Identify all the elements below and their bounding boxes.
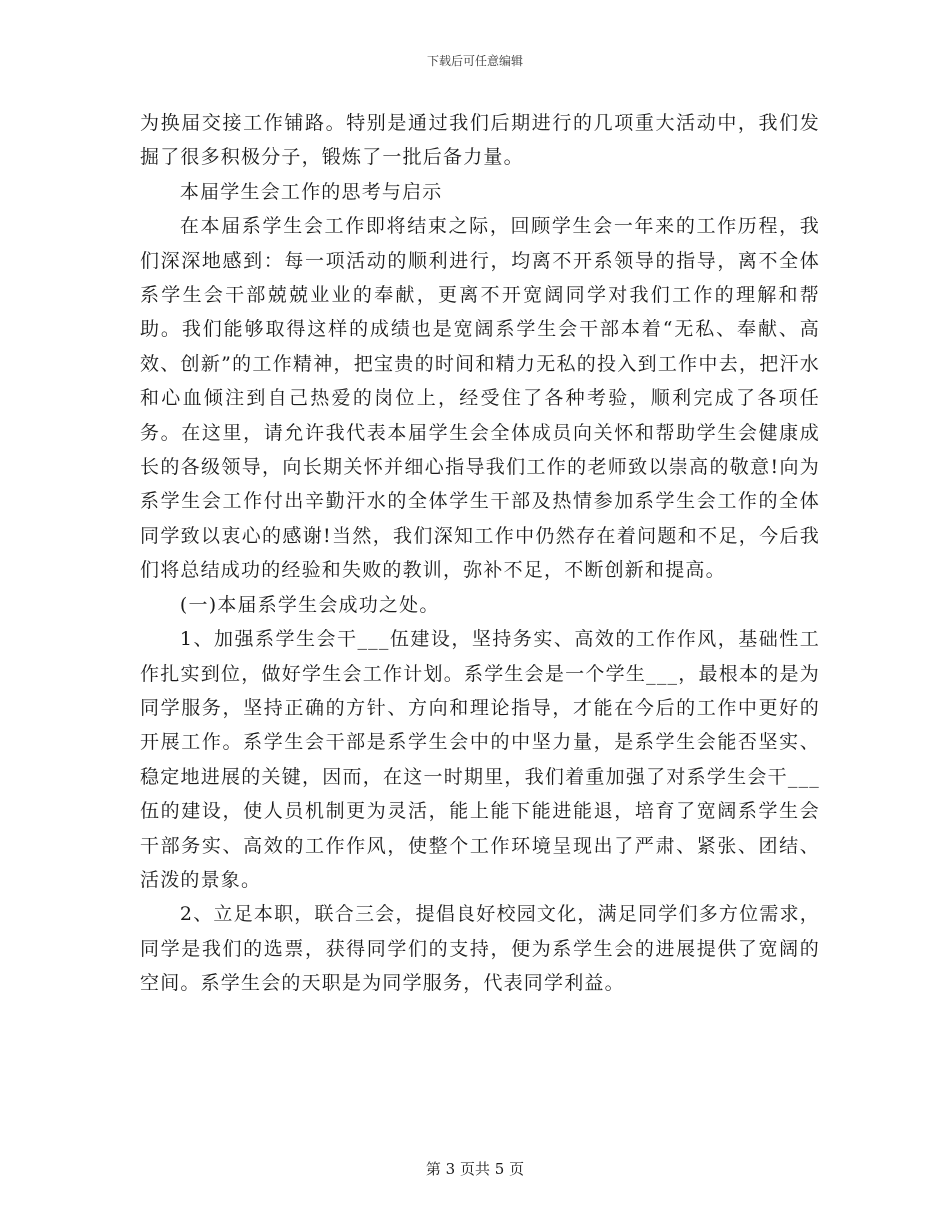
document-body [140,106,820,1001]
paragraph-reflection: 在本届系学生会工作即将结束之际，回顾学生会一年来的工作历程，我们深深地感到：每一项活动的顺利进行，均离不开系领导的指导，离不全体系学生会干部兢兢业业的奉献，更离不开宽阔同学对我们工作的理解和帮助。我们能够取得这样的成绩也是宽阔系学生会干部本着“无私、奉献、高效、创新”的工作精神，把宝贵的时间和精力无私的投入到工作中去，把汗水和心血倾注到自己热爱的岗位上，经受住了各种考验，顺利完成了各项任务。在这里，请允许我代表本届学生会全体成员向关怀和帮助学生会健康成长的各级领导，向长期关怀并细心指导我们工作的老师致以崇高的敬意!向为系学生会工作付出辛勤汗水的全体学生干部及热情参加系学生会工作的全体同学致以衷心的感谢!当然，我们深知工作中仍然存在着问题和不足，今后我们将总结成功的经验和失败的教训，弥补不足，不断创新和提高。 [140,215,820,582]
section-heading: 本届学生会工作的思考与启示 [179,180,443,203]
paragraph-item-1: 1、加强系学生会干___伍建设，坚持务实、高效的工作作风，基础性工作扎实到位，做好学生会工作计划。系学生会是一个学生___，最根本的是为同学服务，坚持正确的方针、方向和理论指导，才能在今后的工作中更好的开展工作。系学生会干部是系学生会中的中坚力量，是系学生会能否坚实、稳定地进展的关键，因而，在这一时期里，我们着重加强了对系学生会干___伍的建设，使人员机制更为灵活，能上能下能进能退，培育了宽阔系学生会干部务实、高效的工作作风，使整个工作环境呈现出了严肃、紧张、团结、活泼的景象。 [140,628,820,891]
subsection-heading: (一)本届系学生会成功之处。 [179,593,440,616]
paragraph-item-2: 2、立足本职，联合三会，提倡良好校园文化，满足同学们多方位需求，同学是我们的选票，获得同学们的支持，便为系学生会的进展提供了宽阔的空间。系学生会的天职是为同学服务，代表同学利益。 [140,903,820,995]
paragraph-continuation: 为换届交接工作铺路。特别是通过我们后期进行的几项重大活动中，我们发掘了很多积极分子，锻炼了一批后备力量。 [140,112,820,169]
page-number: 第 3 页共 5 页 [425,1160,525,1178]
page-header-note: 下载后可任意编辑 [426,54,523,68]
